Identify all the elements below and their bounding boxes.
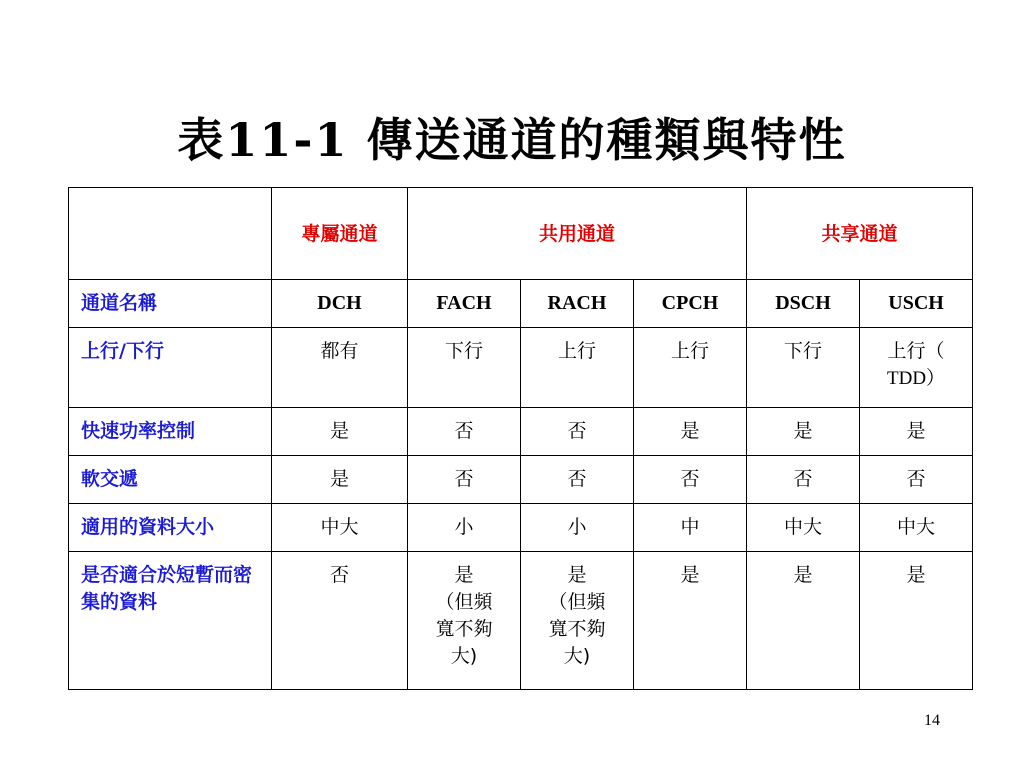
cell: 否 bbox=[408, 456, 521, 504]
cell: 否 bbox=[521, 456, 634, 504]
cell: 否 bbox=[860, 456, 973, 504]
cell: 是 （但頻 寬不夠 大) bbox=[408, 552, 521, 690]
cell: 是 bbox=[272, 456, 408, 504]
table-row bbox=[69, 456, 973, 504]
cell: 上行 bbox=[634, 328, 747, 408]
cell: DCH bbox=[272, 280, 408, 328]
row-label-direction: 上行/下行 bbox=[69, 328, 272, 408]
cell: 否 bbox=[634, 456, 747, 504]
cell: 是 bbox=[860, 552, 973, 690]
table-row bbox=[69, 408, 973, 456]
cell: 否 bbox=[747, 456, 860, 504]
cell: 是 bbox=[634, 552, 747, 690]
table-row bbox=[69, 504, 973, 552]
table-row bbox=[69, 328, 973, 408]
row-label-data-size: 適用的資料大小 bbox=[69, 504, 272, 552]
cell: 是 （但頻 寬不夠 大) bbox=[521, 552, 634, 690]
table-row bbox=[69, 552, 973, 690]
cell: 否 bbox=[272, 552, 408, 690]
table-row bbox=[69, 280, 973, 328]
cell: 中大 bbox=[747, 504, 860, 552]
cell: 中大 bbox=[272, 504, 408, 552]
row-label-name: 通道名稱 bbox=[69, 280, 272, 328]
cell: 是 bbox=[747, 408, 860, 456]
group-header-row bbox=[69, 188, 973, 280]
cell: 都有 bbox=[272, 328, 408, 408]
cell: 中 bbox=[634, 504, 747, 552]
cell: 否 bbox=[521, 408, 634, 456]
cell: 否 bbox=[408, 408, 521, 456]
cell: 是 bbox=[634, 408, 747, 456]
cell: 上行 bbox=[521, 328, 634, 408]
cell: 下行 bbox=[408, 328, 521, 408]
group-common: 共用通道 bbox=[408, 188, 747, 280]
cell: 小 bbox=[521, 504, 634, 552]
cell: DSCH bbox=[747, 280, 860, 328]
cell: 是 bbox=[860, 408, 973, 456]
cell: USCH bbox=[860, 280, 973, 328]
cell: 下行 bbox=[747, 328, 860, 408]
cell: 是 bbox=[747, 552, 860, 690]
row-label-soft-handover: 軟交遞 bbox=[69, 456, 272, 504]
cell: 小 bbox=[408, 504, 521, 552]
transport-channel-table bbox=[68, 187, 973, 690]
cell: FACH bbox=[408, 280, 521, 328]
group-shared: 共享通道 bbox=[747, 188, 973, 280]
cell: CPCH bbox=[634, 280, 747, 328]
page-number: 14 bbox=[924, 712, 940, 729]
corner-cell bbox=[69, 188, 272, 280]
row-label-bursty: 是否適合於短暫而密集的資料 bbox=[69, 552, 272, 690]
cell: RACH bbox=[521, 280, 634, 328]
slide-title: 表11-1 傳送通道的種類與特性 bbox=[177, 113, 847, 167]
cell: 上行（ TDD） bbox=[860, 328, 973, 408]
row-label-power-control: 快速功率控制 bbox=[69, 408, 272, 456]
cell: 是 bbox=[272, 408, 408, 456]
group-dedicated: 專屬通道 bbox=[272, 188, 408, 280]
cell: 中大 bbox=[860, 504, 973, 552]
